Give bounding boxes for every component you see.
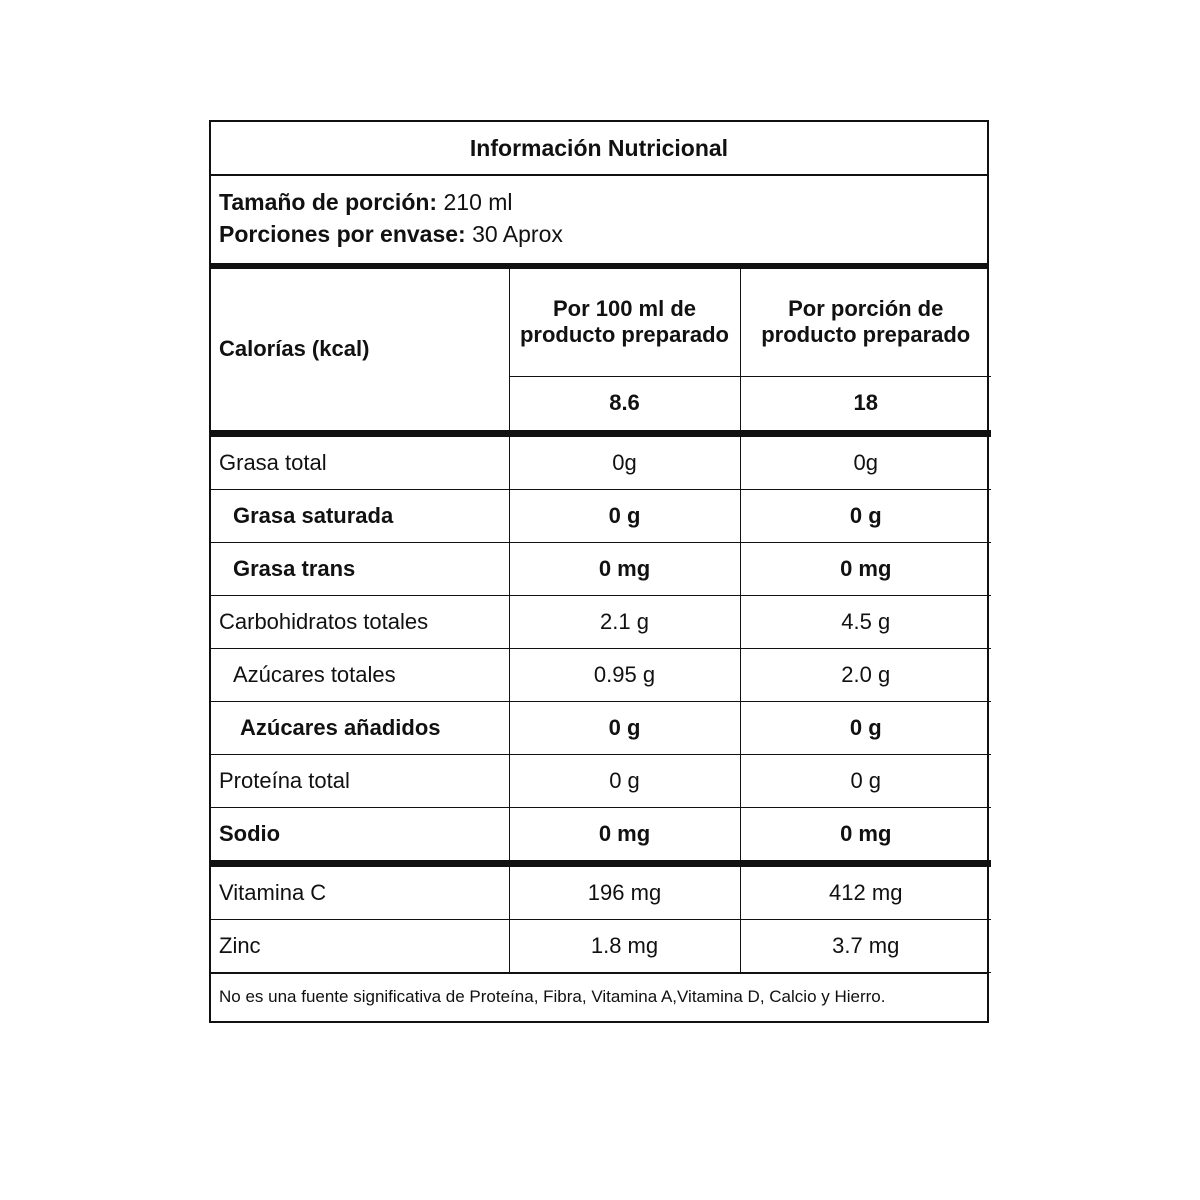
nutrient-value-per-100ml: 0 mg bbox=[509, 807, 740, 860]
table-row bbox=[211, 542, 991, 595]
nutrient-value-per-100ml: 2.1 g bbox=[509, 595, 740, 648]
table-row bbox=[211, 866, 991, 919]
footnote: No es una fuente significativa de Proteína, Fibra, Vitamina A,Vitamina D, Calcio y Hierro. bbox=[211, 973, 987, 1021]
header-row bbox=[211, 269, 991, 376]
servings-per-container-label: Porciones por envase: bbox=[219, 221, 466, 247]
nutrient-value-per-serving: 0 g bbox=[740, 489, 991, 542]
nutrient-value-per-100ml: 0 mg bbox=[509, 542, 740, 595]
calories-label: Calorías (kcal) bbox=[211, 269, 509, 430]
nutrient-name: Azúcares totales bbox=[211, 648, 509, 701]
label-title: Información Nutricional bbox=[211, 122, 987, 176]
nutrient-name: Carbohidratos totales bbox=[211, 595, 509, 648]
nutrient-value-per-100ml: 0.95 g bbox=[509, 648, 740, 701]
table-row bbox=[211, 754, 991, 807]
table-row bbox=[211, 648, 991, 701]
nutrient-name: Grasa total bbox=[211, 436, 509, 489]
nutrition-table bbox=[211, 269, 991, 973]
serving-info bbox=[211, 176, 987, 263]
table-row bbox=[211, 489, 991, 542]
table-row bbox=[211, 919, 991, 972]
serving-size-value: 210 ml bbox=[437, 189, 513, 215]
nutrient-value-per-serving: 2.0 g bbox=[740, 648, 991, 701]
nutrient-name: Proteína total bbox=[211, 754, 509, 807]
table-row bbox=[211, 595, 991, 648]
serving-size-label: Tamaño de porción: bbox=[219, 189, 438, 215]
table-row bbox=[211, 807, 991, 860]
column-header-per-100ml: Por 100 ml de producto preparado bbox=[509, 269, 740, 376]
vitamin-name: Vitamina C bbox=[211, 866, 509, 919]
nutrient-value-per-100ml: 0 g bbox=[509, 701, 740, 754]
nutrient-value-per-serving: 4.5 g bbox=[740, 595, 991, 648]
serving-size bbox=[219, 186, 979, 218]
nutrient-value-per-serving: 0 g bbox=[740, 754, 991, 807]
nutrient-name: Grasa trans bbox=[211, 542, 509, 595]
servings-per-container-value: 30 Aprox bbox=[465, 221, 563, 247]
calories-per-100ml: 8.6 bbox=[509, 376, 740, 430]
nutrient-value-per-100ml: 0 g bbox=[509, 489, 740, 542]
servings-per-container bbox=[219, 218, 979, 250]
nutrient-name: Grasa saturada bbox=[211, 489, 509, 542]
nutrient-value-per-100ml: 0g bbox=[509, 436, 740, 489]
nutrient-name: Sodio bbox=[211, 807, 509, 860]
nutrient-value-per-serving: 0g bbox=[740, 436, 991, 489]
nutrient-value-per-serving: 0 mg bbox=[740, 542, 991, 595]
table-row bbox=[211, 701, 991, 754]
vitamin-value-per-100ml: 1.8 mg bbox=[509, 919, 740, 972]
vitamin-value-per-serving: 412 mg bbox=[740, 866, 991, 919]
vitamin-value-per-100ml: 196 mg bbox=[509, 866, 740, 919]
nutrition-facts-label bbox=[209, 120, 989, 1023]
vitamin-name: Zinc bbox=[211, 919, 509, 972]
vitamin-value-per-serving: 3.7 mg bbox=[740, 919, 991, 972]
nutrient-value-per-100ml: 0 g bbox=[509, 754, 740, 807]
column-header-per-serving: Por porción de producto preparado bbox=[740, 269, 991, 376]
table-row bbox=[211, 436, 991, 489]
calories-per-serving: 18 bbox=[740, 376, 991, 430]
nutrient-name: Azúcares añadidos bbox=[211, 701, 509, 754]
nutrient-value-per-serving: 0 g bbox=[740, 701, 991, 754]
nutrient-value-per-serving: 0 mg bbox=[740, 807, 991, 860]
